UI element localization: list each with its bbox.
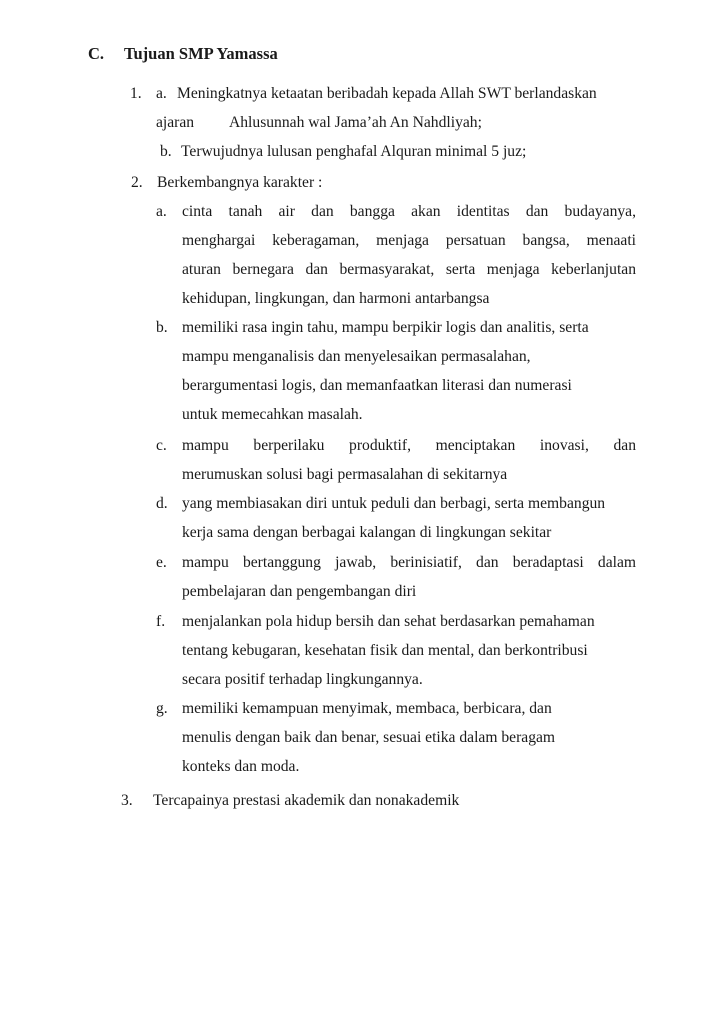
character-item-marker: g. <box>156 700 168 717</box>
character-item-marker: e. <box>156 554 167 571</box>
character-item-marker: a. <box>156 203 167 220</box>
goal-2-title: Berkembangnya karakter : <box>157 174 323 191</box>
character-item-line: tentang kebugaran, kesehatan fisik dan mental, dan berkontribusi <box>182 642 588 659</box>
character-item-line: cinta tanah air dan bangga akan identitas dan budayanya, <box>182 203 636 220</box>
goal-1a-line: Ahlusunnah wal Jama’ah An Nahdliyah; <box>229 114 482 131</box>
goal-1a-marker: a. <box>156 85 167 102</box>
goal-1b-marker: b. <box>160 143 172 160</box>
goal-3-number: 3. <box>121 792 133 809</box>
character-item-marker: f. <box>156 613 166 630</box>
goal-1b-text: Terwujudnya lulusan penghafal Alquran minimal 5 juz; <box>181 143 527 160</box>
character-item-line: menjalankan pola hidup bersih dan sehat berdasarkan pemahaman <box>182 613 595 630</box>
character-item-line: konteks dan moda. <box>182 758 300 775</box>
character-item-marker: c. <box>156 437 167 454</box>
character-item-line: untuk memecahkan masalah. <box>182 406 363 423</box>
section-title: Tujuan SMP Yamassa <box>124 44 278 63</box>
character-item-line: merumuskan solusi bagi permasalahan di sekitarnya <box>182 466 508 483</box>
goal-1a-line: Meningkatnya ketaatan beribadah kepada Allah SWT berlandaskan <box>177 85 597 102</box>
character-item-line: yang membiasakan diri untuk peduli dan berbagi, serta membangun <box>182 495 606 512</box>
character-item-line: memiliki kemampuan menyimak, membaca, berbicara, dan <box>182 700 552 717</box>
character-item-line: memiliki rasa ingin tahu, mampu berpikir logis dan analitis, serta <box>182 319 589 336</box>
character-item-line: kehidupan, lingkungan, dan harmoni antarbangsa <box>182 290 490 307</box>
character-item-line: secara positif terhadap lingkungannya. <box>182 671 423 688</box>
character-item-line: mampu bertanggung jawab, berinisiatif, dan beradaptasi dalam <box>182 554 636 571</box>
character-item-line: berargumentasi logis, dan memanfaatkan literasi dan numerasi <box>182 377 572 394</box>
character-item-line: menulis dengan baik dan benar, sesuai etika dalam beragam <box>182 729 556 746</box>
character-item-line: aturan bernegara dan bermasyarakat, serta menjaga keberlanjutan <box>182 261 636 278</box>
goal-2-number: 2. <box>131 174 143 191</box>
character-item-marker: b. <box>156 319 168 336</box>
character-item-line: pembelajaran dan pengembangan diri <box>182 583 417 600</box>
character-item-line: mampu menganalisis dan menyelesaikan permasalahan, <box>182 348 531 365</box>
character-item-line: kerja sama dengan berbagai kalangan di lingkungan sekitar <box>182 524 552 541</box>
section-letter: C. <box>88 44 105 63</box>
goal-3-text: Tercapainya prestasi akademik dan nonakademik <box>153 792 460 809</box>
goal-1-number: 1. <box>130 85 142 102</box>
goal-1a-line: ajaran <box>156 114 195 131</box>
character-item-line: menghargai keberagaman, menjaga persatuan bangsa, menaati <box>182 232 636 249</box>
character-item-line: mampu berperilaku produktif, menciptakan inovasi, dan <box>182 437 636 454</box>
character-item-marker: d. <box>156 495 168 512</box>
